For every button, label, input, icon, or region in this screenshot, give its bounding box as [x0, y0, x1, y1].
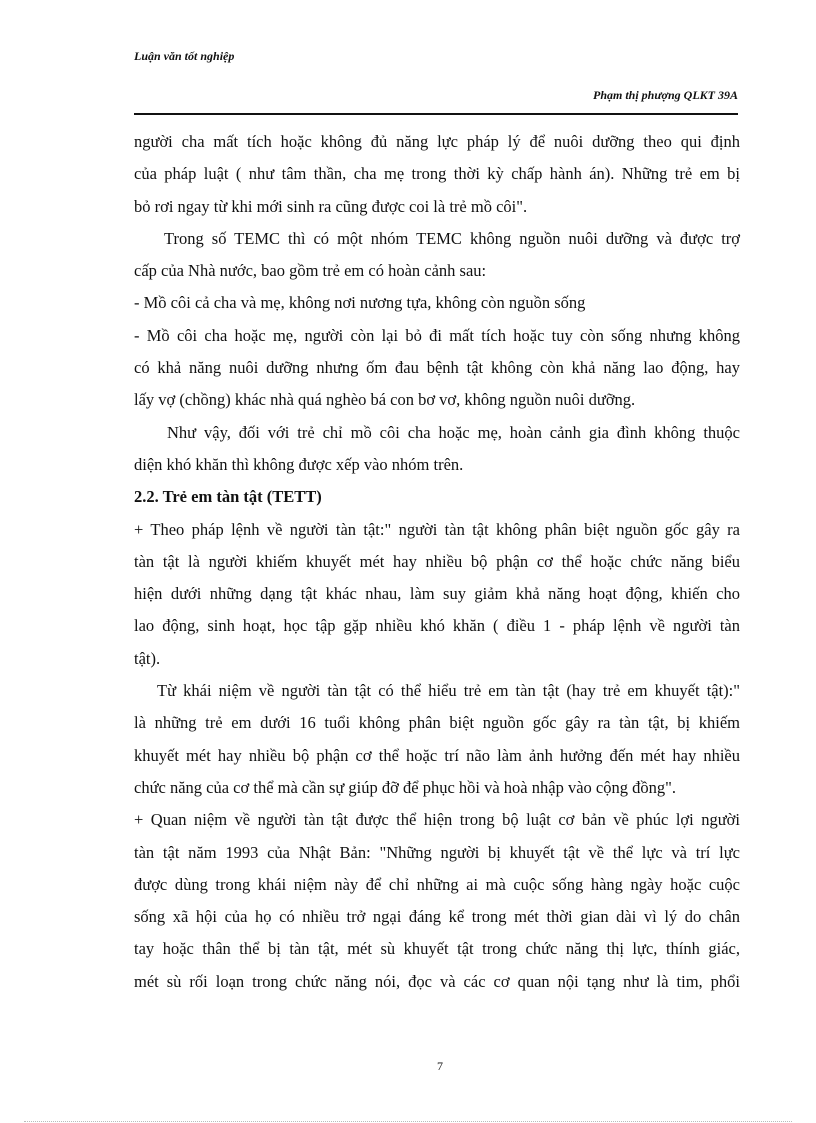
- body-line: tàn tật là người khiếm khuyết mét hay nhiều bộ phận cơ thể hoặc chức năng biểu: [134, 551, 740, 571]
- body-line: là những trẻ em dưới 16 tuổi không phân biệt nguồn gốc gây ra tàn tật, bị khiếm: [134, 713, 740, 733]
- body-line: cấp của Nhà nước, bao gồm trẻ em có hoàn cảnh sau:: [134, 261, 487, 281]
- body-line: có khả năng nuôi dưỡng nhưng ốm đau bệnh tật không còn khả năng lao động, hay: [134, 358, 740, 378]
- section-heading: 2.2. Trẻ em tàn tật (TETT): [134, 487, 322, 507]
- body-line: khuyết mét hay nhiều bộ phận cơ thể hoặc trí não làm ảnh hưởng đến mét hay nhiều: [134, 745, 740, 765]
- body-line: - Mồ côi cả cha và mẹ, không nơi nương tựa, không còn nguồn sống: [134, 293, 586, 313]
- header-left-title: Luận văn tốt nghiệp: [134, 49, 235, 63]
- body-line: lao động, sinh hoạt, học tập gặp nhiều khó khăn ( điều 1 - pháp lệnh về người tàn: [134, 616, 740, 636]
- body-line: tay hoặc thân thể bị tàn tật, mét sù khuyết tật trong chức năng thị lực, thính giác,: [134, 939, 740, 959]
- body-text: [134, 126, 740, 998]
- header-divider: [134, 113, 738, 115]
- body-line: - Mồ côi cha hoặc mẹ, người còn lại bỏ đi mất tích hoặc tuy còn sống nhưng không: [134, 325, 740, 345]
- page-number: 7: [437, 1059, 443, 1073]
- body-line: + Theo pháp lệnh về người tàn tật:" người tàn tật không phân biệt nguồn gốc gây ra: [134, 519, 740, 539]
- body-line: tàn tật năm 1993 của Nhật Bản: "Những người bị khuyết tật về thể lực và trí lực: [134, 842, 740, 862]
- body-line: mét sù rối loạn trong chức năng nói, đọc và các cơ quan nội tạng như là tim, phổi: [134, 971, 740, 991]
- body-line: lấy vợ (chồng) khác nhà quá nghèo bá con bơ vơ, không nguồn nuôi dưỡng.: [134, 390, 636, 410]
- body-line: diện khó khăn thì không được xếp vào nhóm trên.: [134, 454, 464, 474]
- body-line: + Quan niệm về người tàn tật được thể hiện trong bộ luật cơ bản về phúc lợi người: [134, 810, 740, 830]
- body-line: hiện dưới những dạng tật khác nhau, làm suy giảm khả năng hoạt động, khiến cho: [134, 584, 740, 604]
- body-line: Như vậy, đối với trẻ chỉ mồ côi cha hoặc mẹ, hoàn cảnh gia đình không thuộc: [167, 422, 740, 442]
- body-line: của pháp luật ( như tâm thần, cha mẹ trong thời kỳ chấp hành án). Những trẻ em bị: [134, 164, 740, 184]
- header-right-author: Phạm thị phượng QLKT 39A: [593, 88, 738, 102]
- page-bottom-border: [24, 1121, 792, 1122]
- body-line: tật).: [134, 648, 161, 668]
- body-line: sống xã hội của họ có nhiều trở ngại đáng kể trong mét thời gian dài vì lý do chân: [134, 907, 740, 927]
- body-line: được dùng trong khái niệm này để chỉ những ai mà cuộc sống hàng ngày hoặc cuộc: [134, 874, 740, 894]
- body-line: chức năng của cơ thể mà cần sự giúp đỡ để phục hồi và hoà nhập vào cộng đồng".: [134, 777, 676, 797]
- body-line: bỏ rơi ngay từ khi mới sinh ra cũng được coi là trẻ mồ côi".: [134, 196, 528, 216]
- body-line: người cha mất tích hoặc không đủ năng lực pháp lý để nuôi dưỡng theo qui định: [134, 132, 740, 151]
- body-line: Từ khái niệm về người tàn tật có thể hiểu trẻ em tàn tật (hay trẻ em khuyết tật):": [157, 681, 740, 701]
- body-line: Trong số TEMC thì có một nhóm TEMC không nguồn nuôi dưỡng và được trợ: [164, 228, 740, 248]
